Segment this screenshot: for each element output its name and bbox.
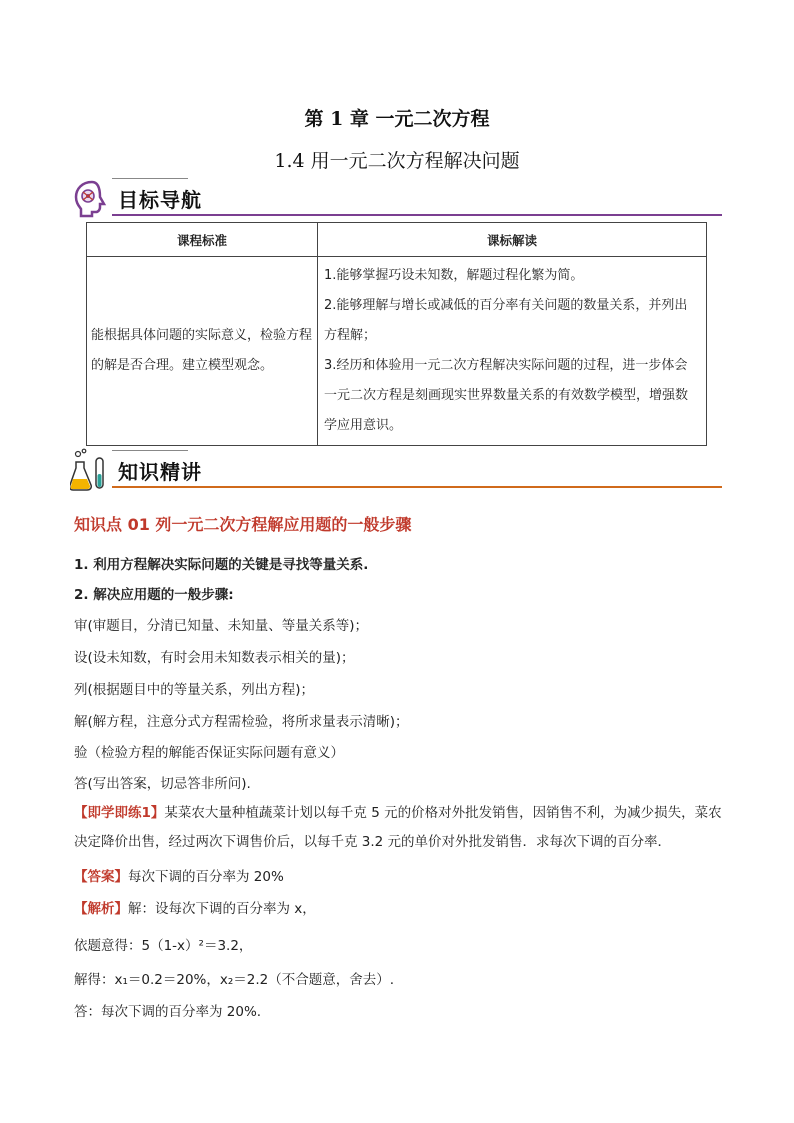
col-header-interpretation: 课标解读 <box>318 223 707 257</box>
step-item: 验（检验方程的解能否保证实际问题有意义） <box>74 745 344 761</box>
table-row <box>87 257 707 446</box>
equation-line: 依题意得：5（1-x）²＝3.2， <box>74 938 253 954</box>
knowledge-heading-divider <box>112 486 722 488</box>
step-item: 解(解方程，注意分式方程需检验，将所求量表示清晰)； <box>74 714 409 730</box>
answer-text: 每次下调的百分率为 20% <box>128 869 284 885</box>
analysis-text: 解：设每次下调的百分率为 x， <box>128 901 316 917</box>
rule-1: 1. 利用方程解决实际问题的关键是寻找等量关系. <box>74 557 369 573</box>
interpretation-item: 3.经历和体验用一元二次方程解决实际问题的过程，进一步体会一元二次方程是刻画现实世界数量关系的有效数学模型，增强数学应用意识。 <box>324 358 689 433</box>
goal-section-heading <box>70 176 722 222</box>
knowledge-point-title: 知识点 01 列一元二次方程解应用题的一般步骤 <box>74 515 412 534</box>
rule-2: 2. 解决应用题的一般步骤: <box>74 587 234 603</box>
interpretation-item: 2.能够理解与增长或减低的百分率有关问题的数量关系，并列出方程解； <box>324 298 688 343</box>
analysis-line <box>74 897 316 917</box>
knowledge-heading-text: 知识精讲 <box>118 460 202 484</box>
brain-gear-icon <box>70 176 114 222</box>
step-item: 审(审题目，分清已知量、未知量、等量关系等)； <box>74 618 369 634</box>
answer-tag: 【答案】 <box>74 869 128 885</box>
practice-text: 某菜农大量种植蔬菜计划以每千克 5 元的价格对外批发销售，因销售不利，为减少损失，菜农决定降价出售，经过两次下调售价后，以每千克 3.2 元的单价对外批发销售．求每次下调的百分率． <box>74 805 722 850</box>
answer-line <box>74 865 284 885</box>
chapter-title: 第 1 章 一元二次方程 <box>304 108 490 130</box>
step-item: 答(写出答案，切忌答非所问). <box>74 776 251 792</box>
solution-line: 解得：x₁＝0.2＝20%，x₂＝2.2（不合题意，舍去）. <box>74 972 395 988</box>
knowledge-section-heading <box>70 448 722 494</box>
step-item: 设(设未知数，有时会用未知数表示相关的量)； <box>74 650 355 666</box>
section-title: 1.4 用一元二次方程解决问题 <box>274 150 520 172</box>
lab-flask-icon <box>70 448 114 494</box>
course-goal-table <box>86 222 707 446</box>
final-answer-line: 答：每次下调的百分率为 20%. <box>74 1004 262 1020</box>
step-item: 列(根据题目中的等量关系，列出方程)； <box>74 682 315 698</box>
interpretation-cell <box>318 257 707 446</box>
col-header-standard: 课程标准 <box>87 223 318 257</box>
standard-cell: 能根据具体问题的实际意义，检验方程的解是否合理。建立模型观念。 <box>87 257 318 446</box>
analysis-tag: 【解析】 <box>74 901 128 917</box>
table-header-row <box>87 223 707 257</box>
practice-tag: 【即学即练1】 <box>74 805 165 821</box>
interpretation-item: 1.能够掌握巧设未知数，解题过程化繁为简。 <box>324 268 584 283</box>
goal-heading-text: 目标导航 <box>118 188 202 212</box>
practice-question <box>74 799 722 857</box>
goal-heading-divider <box>112 214 722 216</box>
